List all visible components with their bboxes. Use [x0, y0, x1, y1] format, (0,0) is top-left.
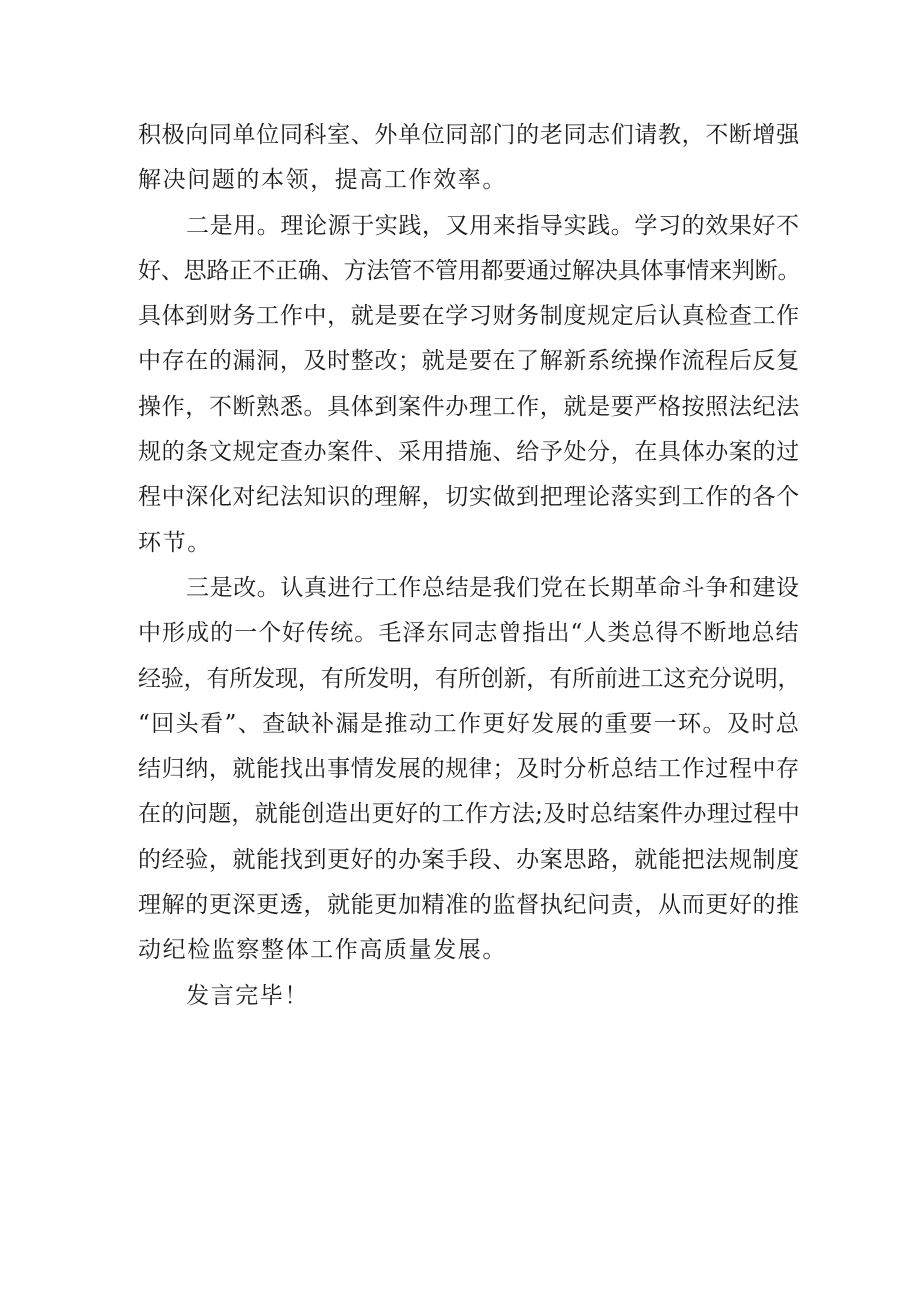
closing-line: 发言完毕！	[186, 982, 309, 1009]
text-line: 环节。	[138, 529, 212, 556]
text-line: 程中深化对纪法知识的理解，切实做到把理论落实到工作的各个	[138, 484, 800, 511]
text-line: 动纪检监察整体工作高质量发展。	[138, 937, 507, 964]
document-body	[138, 113, 801, 1019]
text-line: 三是改。认真进行工作总结是我们党在长期革命斗争和建设	[186, 574, 800, 601]
text-line: 具体到财务工作中，就是要在学习财务制度规定后认真检查工作	[138, 303, 800, 330]
text-line: 二是用。理论源于实践，又用来指导实践。学习的效果好不	[186, 212, 800, 239]
text-line: 操作，不断熟悉。具体到案件办理工作，就是要严格按照法纪法	[138, 393, 800, 420]
text-line: 的经验，就能找到更好的办案手段、办案思路，就能把法规制度	[138, 846, 800, 873]
text-line: 解决问题的本领，提高工作效率。	[138, 167, 507, 194]
text-line: “回头看”、查缺补漏是推动工作更好发展的重要一环。及时总	[138, 710, 801, 737]
paragraph-er-shi-yong	[138, 204, 801, 566]
paragraph-continuation	[138, 113, 798, 204]
text-line: 中形成的一个好传统。毛泽东同志曾指出“人类总得不断地总结	[138, 620, 800, 647]
text-line: 理解的更深更透，就能更加精准的监督执纪问责，从而更好的推	[138, 892, 800, 919]
text-line: 好、思路正不正确、方法管不管用都要通过解决具体事情来判断。	[138, 257, 801, 284]
text-line: 经验，有所发现，有所发明，有所创新，有所前进工这充分说明，	[138, 665, 801, 692]
paragraph-closing	[138, 974, 798, 1019]
text-line: 结归纳，就能找出事情发展的规律；及时分析总结工作过程中存	[138, 756, 800, 783]
text-line: 规的条文规定查办案件、采用措施、给予处分，在具体办案的过	[138, 439, 800, 466]
text-line: 中存在的漏洞，及时整改；就是要在了解新系统操作流程后反复	[138, 348, 800, 375]
text-line: 在的问题，就能创造出更好的工作方法;及时总结案件办理过程中	[138, 801, 801, 828]
text-line: 积极向同单位同科室、外单位同部门的老同志们请教，不断增强	[138, 122, 800, 148]
paragraph-san-shi-gai	[138, 566, 801, 974]
